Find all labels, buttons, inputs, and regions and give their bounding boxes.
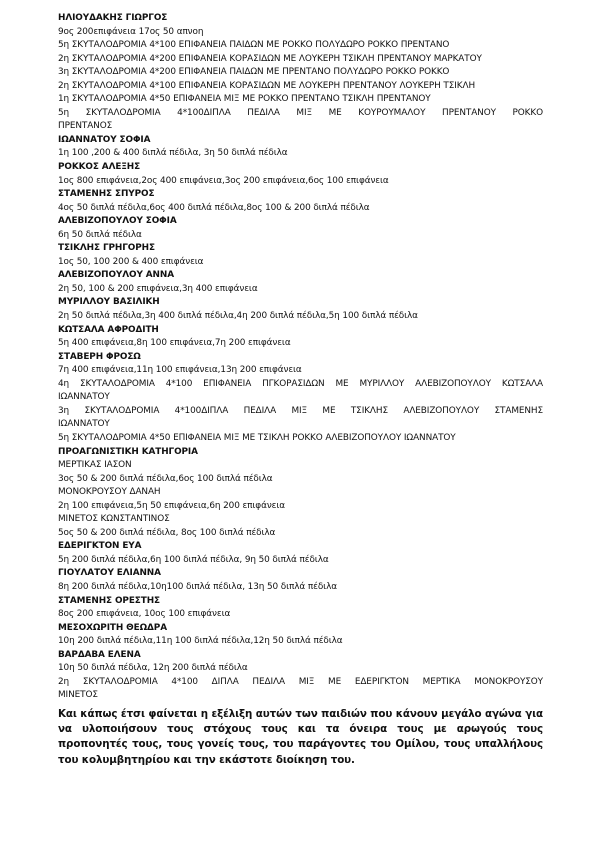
section-heading: ΑΛΕΒΙΖΟΠΟΥΛΟΥ ΣΟΦΙΑ [58, 216, 177, 227]
result-line: 10η 50 διπλά πέδιλα, 12η 200 διπλά πέδιλα [58, 663, 248, 674]
result-line: 5η ΣΚΥΤΑΛΟΔΡΟΜΙΑ 4*100 ΕΠΙΦΑΝΕΙΑ ΠΑΙΔΩΝ ΜΕ ΡΟΚΚΟ ΠΟΛΥΔΩΡΟ ΡΟΚΚΟ ΠΡΕΝΤΑΝΟ [58, 40, 450, 51]
section-heading: ΜΥΡΙΛΛΟΥ ΒΑΣΙΛΙΚΗ [58, 297, 160, 308]
result-line: 4ος 50 διπλά πέδιλα,6ος 400 διπλά πέδιλα,8ος 100 & 200 διπλά πέδιλα [58, 202, 370, 213]
section-heading: ΣΤΑΒΕΡΗ ΦΡΟΣΩ [58, 351, 141, 362]
result-line: ΜΙΝΕΤΟΣ [58, 690, 98, 701]
result-line: 8ος 200 επιφάνεια, 10ος 100 επιφάνεια [58, 609, 231, 620]
result-line: 8η 200 διπλά πέδιλα,10η100 διπλά πέδιλα, 13η 50 διπλά πέδιλα [58, 581, 337, 592]
result-line: 10η 200 διπλά πέδιλα,11η 100 διπλά πέδιλα,12η 50 διπλά πέδιλα [58, 636, 343, 647]
section-heading: ΙΩΑΝΝΑΤΟΥ ΣΟΦΙΑ [58, 134, 151, 145]
section-heading: ΣΤΑΜΕΝΗΣ ΣΠΥΡΟΣ [58, 189, 155, 200]
result-line: 1η 100 ,200 & 400 διπλά πέδιλα, 3η 50 διπλά πέδιλα [58, 148, 288, 159]
result-line: ΜΕΡΤΙΚΑΣ ΙΑΣΟΝ [58, 460, 132, 471]
section-heading: ΚΩΤΣΑΛΑ ΑΦΡΟΔΙΤΗ [58, 324, 159, 335]
result-line: 5η 200 διπλά πέδιλα,6η 100 διπλά πέδιλα, 9η 50 διπλά πέδιλα [58, 554, 329, 565]
result-line: 2η 50, 100 & 200 επιφάνεια,3η 400 επιφάνεια [58, 283, 258, 294]
section-heading: ΤΣΙΚΛΗΣ ΓΡΗΓΟΡΗΣ [58, 243, 155, 254]
result-line: 1η ΣΚΥΤΑΛΟΔΡΟΜΙΑ 4*50 ΕΠΙΦΑΝΕΙΑ ΜΙΞ ΜΕ ΡΟΚΚΟ ΠΡΕΝΤΑΝΟ ΤΣΙΚΛΗ ΠΡΕΝΤΑΝΟΥ [58, 94, 431, 105]
result-line: 2η 50 διπλά πέδιλα,3η 400 διπλά πέδιλα,4η 200 διπλά πέδιλα,5η 100 διπλά πέδιλα [58, 311, 418, 322]
result-line: 9ος 200επιφάνεια 17ος 50 απνοη [58, 26, 204, 37]
result-line: 1ος 800 επιφάνεια,2ος 400 επιφάνεια,3ος 200 επιφάνεια,6ος 100 επιφάνεια [58, 175, 389, 186]
document-page [58, 12, 543, 768]
result-line: ΠΡΕΝΤΑΝΟΣ [58, 121, 113, 132]
result-line: 5η ΣΚΥΤΑΛΟΔΡΟΜΙΑ 4*100ΔΙΠΛΑ ΠΕΔΙΛΑ ΜΙΞ ΜΕ ΚΟΥΡΟΥΜΑΛΟΥ ΠΡΕΝΤΑΝΟΥ ΡΟΚΚΟ [58, 107, 543, 118]
result-line: ΙΩΑΝΝΑΤΟΥ [58, 392, 110, 403]
section-heading: ΜΕΣΟΧΩΡΙΤΗ ΘΕΩΔΡΑ [58, 622, 167, 633]
result-line: 1ος 50, 100 200 & 400 επιφάνεια [58, 256, 204, 267]
section-heading: ΑΛΕΒΙΖΟΠΟΥΛΟΥ ΑΝΝΑ [58, 270, 174, 281]
result-line: 2η ΣΚΥΤΑΛΟΔΡΟΜΙΑ 4*200 ΕΠΙΦΑΝΕΙΑ ΚΟΡΑΣΙΔΩΝ ΜΕ ΛΟΥΚΕΡΗ ΤΣΙΚΛΗ ΠΡΕΝΤΑΝΟΥ ΜΑΡΚΑΤΟΥ [58, 53, 482, 64]
section-heading: ΓΙΟΥΛΑΤΟΥ ΕΛΙΑΝΝΑ [58, 568, 161, 579]
result-line: 7η 400 επιφάνεια,11η 100 επιφάνεια,13η 200 επιφάνεια [58, 365, 302, 376]
result-line: ΜΟΝΟΚΡΟΥΣΟΥ ΔΑΝΑΗ [58, 487, 161, 498]
result-line: 5ος 50 & 200 διπλά πέδιλα, 8ος 100 διπλά πέδιλα [58, 527, 276, 538]
result-line: 3ος 50 & 200 διπλά πέδιλα,6ος 100 διπλά πέδιλα [58, 473, 273, 484]
section-heading: ΡΟΚΚΟΣ ΑΛΕΞΗΣ [58, 162, 141, 173]
result-line: ΙΩΑΝΝΑΤΟΥ [58, 419, 110, 430]
result-line: 3η ΣΚΥΤΑΛΟΔΡΟΜΙΑ 4*100ΔΙΠΛΑ ΠΕΔΙΛΑ ΜΙΞ ΜΕ ΤΣΙΚΛΗΣ ΑΛΕΒΙΖΟΠΟΥΛΟΥ ΣΤΑΜΕΝΗΣ [58, 405, 543, 416]
result-line: ΜΙΝΕΤΟΣ ΚΩΝΣΤΑΝΤΙΝΟΣ [58, 514, 170, 525]
section-heading: ΗΛΙΟΥΔΑΚΗΣ ΓΙΩΡΓΟΣ [58, 13, 168, 23]
result-line: 4η ΣΚΥΤΑΛΟΔΡΟΜΙΑ 4*100 ΕΠΙΦΑΝΕΙΑ ΠΓΚΟΡΑΣΙΔΩΝ ΜΕ ΜΥΡΙΛΛΟΥ ΑΛΕΒΙΖΟΠΟΥΛΟΥ ΚΩΤΣΑΛΑ [58, 378, 543, 389]
result-line: 2η ΣΚΥΤΑΛΟΔΡΟΜΙΑ 4*100 ΕΠΙΦΑΝΕΙΑ ΚΟΡΑΣΙΔΩΝ ΜΕ ΛΟΥΚΕΡΗ ΠΡΕΝΤΑΝΟΥ ΛΟΥΚΕΡΗ ΤΣΙΚΛΗ [58, 80, 476, 91]
closing-paragraph: Και κάπως έτσι φαίνεται η εξέλιξη αυτών των παιδιών που κάνουν μεγάλο αγώνα για να υλοποιήσουν τους στόχους τους και τα όνειρα τους με αρωγούς τους προπονητές τους, τους γονείς τους, του παράγοντες του Ομίλου, τους υπαλλήλους του κολυμβητηρίου και την εκάστοτε διοίκηση του. [58, 707, 543, 766]
result-line: 3η ΣΚΥΤΑΛΟΔΡΟΜΙΑ 4*200 ΕΠΙΦΑΝΕΙΑ ΠΑΙΔΩΝ ΜΕ ΠΡΕΝΤΑΝΟ ΠΟΛΥΔΩΡΟ ΡΟΚΚΟ ΡΟΚΚΟ [58, 67, 450, 78]
result-line: 5η ΣΚΥΤΑΛΟΔΡΟΜΙΑ 4*50 ΕΠΙΦΑΝΕΙΑ ΜΙΞ ΜΕ ΤΣΙΚΛΗ ΡΟΚΚΟ ΑΛΕΒΙΖΟΠΟΥΛΟΥ ΙΩΑΝΝΑΤΟΥ [58, 432, 456, 443]
section-heading: ΣΤΑΜΕΝΗΣ ΟΡΕΣΤΗΣ [58, 595, 161, 606]
section-heading: ΕΔΕΡΙΓΚΤΟΝ ΕΥΑ [58, 541, 142, 552]
section-heading: ΠΡΟΑΓΩΝΙΣΤΙΚΗ ΚΑΤΗΓΟΡΙΑ [58, 446, 198, 457]
section-heading: ΒΑΡΔΑΒΑ ΕΛΕΝΑ [58, 649, 141, 660]
results-list [58, 12, 543, 703]
result-line: 2η ΣΚΥΤΑΛΟΔΡΟΜΙΑ 4*100 ΔΙΠΛΑ ΠΕΔΙΛΑ ΜΙΞ ΜΕ ΕΔΕΡΙΓΚΤΟΝ ΜΕΡΤΙΚΑ ΜΟΝΟΚΡΟΥΣΟΥ [58, 676, 543, 687]
result-line: 5η 400 επιφάνεια,8η 100 επιφάνεια,7η 200 επιφάνεια [58, 338, 291, 349]
result-line: 2η 100 επιφάνεια,5η 50 επιφάνεια,6η 200 επιφάνεια [58, 500, 286, 511]
result-line: 6η 50 διπλά πέδιλα [58, 229, 142, 240]
